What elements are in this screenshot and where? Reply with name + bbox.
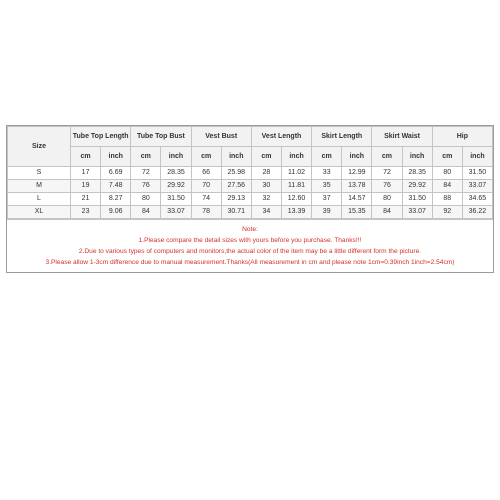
table-cell: 80 [372, 193, 402, 206]
table-cell: 33.07 [462, 180, 492, 193]
unit-header-cm: cm [372, 147, 402, 167]
unit-header-row [8, 147, 493, 167]
table-cell: 11.81 [281, 180, 311, 193]
unit-header-inch: inch [101, 147, 131, 167]
table-cell: 11.02 [281, 167, 311, 180]
table-cell: 72 [131, 167, 161, 180]
table-cell: 70 [191, 180, 221, 193]
table-cell: 80 [432, 167, 462, 180]
table-cell: 28.35 [161, 167, 191, 180]
table-cell: 28.35 [402, 167, 432, 180]
table-cell: 31.50 [161, 193, 191, 206]
table-cell: 29.92 [402, 180, 432, 193]
unit-header-inch: inch [342, 147, 372, 167]
group-header-tube-top-bust: Tube Top Bust [131, 127, 191, 147]
table-cell: 76 [131, 180, 161, 193]
table-cell: 74 [191, 193, 221, 206]
table-cell: 29.13 [221, 193, 251, 206]
size-label: L [8, 193, 71, 206]
table-cell: 92 [432, 206, 462, 219]
table-cell: 39 [312, 206, 342, 219]
unit-header-cm: cm [312, 147, 342, 167]
note-line: 2.Due to various types of computers and monitors,the actual color of the item may be a little different form the picture. [78, 248, 422, 255]
table-cell: 72 [372, 167, 402, 180]
group-header-skirt-waist: Skirt Waist [372, 127, 432, 147]
table-cell: 32 [251, 193, 281, 206]
size-chart [6, 125, 494, 273]
table-cell: 36.22 [462, 206, 492, 219]
note-line: 1.Please compare the detail sizes with yours before you purchase. Thanks!!! [138, 237, 362, 244]
note-line: 3.Please allow 1-3cm difference due to manual measurement.Thanks(All measurement in cm and please note 1cm=0.39inch 1inch=2.54cm) [45, 259, 455, 266]
size-column-header: Size [8, 127, 71, 167]
size-label: XL [8, 206, 71, 219]
table-cell: 76 [372, 180, 402, 193]
unit-header-inch: inch [281, 147, 311, 167]
table-cell: 19 [71, 180, 101, 193]
table-cell: 12.60 [281, 193, 311, 206]
size-label: M [8, 180, 71, 193]
table-cell: 88 [432, 193, 462, 206]
table-row [8, 193, 493, 206]
unit-header-cm: cm [131, 147, 161, 167]
notes-section [7, 219, 493, 272]
table-cell: 25.98 [221, 167, 251, 180]
group-header-vest-length: Vest Length [251, 127, 311, 147]
unit-header-inch: inch [462, 147, 492, 167]
table-cell: 21 [71, 193, 101, 206]
table-row [8, 206, 493, 219]
group-header-hip: Hip [432, 127, 492, 147]
group-header-tube-top-length: Tube Top Length [71, 127, 131, 147]
table-cell: 84 [432, 180, 462, 193]
table-cell: 33.07 [161, 206, 191, 219]
size-label: S [8, 167, 71, 180]
unit-header-cm: cm [191, 147, 221, 167]
table-cell: 80 [131, 193, 161, 206]
table-cell: 13.39 [281, 206, 311, 219]
unit-header-cm: cm [251, 147, 281, 167]
table-cell: 35 [312, 180, 342, 193]
group-header-vest-bust: Vest Bust [191, 127, 251, 147]
table-row [8, 167, 493, 180]
table-cell: 33.07 [402, 206, 432, 219]
table-cell: 8.27 [101, 193, 131, 206]
table-cell: 66 [191, 167, 221, 180]
table-cell: 84 [372, 206, 402, 219]
measurement-header-row [8, 127, 493, 147]
table-cell: 37 [312, 193, 342, 206]
table-cell: 31.50 [402, 193, 432, 206]
group-header-skirt-length: Skirt Length [312, 127, 372, 147]
unit-header-cm: cm [71, 147, 101, 167]
table-cell: 34 [251, 206, 281, 219]
table-cell: 34.65 [462, 193, 492, 206]
unit-header-cm: cm [432, 147, 462, 167]
table-cell: 23 [71, 206, 101, 219]
table-cell: 27.56 [221, 180, 251, 193]
table-cell: 13.78 [342, 180, 372, 193]
unit-header-inch: inch [402, 147, 432, 167]
table-cell: 6.69 [101, 167, 131, 180]
table-cell: 28 [251, 167, 281, 180]
unit-header-inch: inch [161, 147, 191, 167]
table-cell: 84 [131, 206, 161, 219]
table-cell: 30.71 [221, 206, 251, 219]
table-row [8, 180, 493, 193]
size-table [7, 126, 493, 219]
note-heading: Note: [242, 226, 258, 233]
table-cell: 33 [312, 167, 342, 180]
table-cell: 7.48 [101, 180, 131, 193]
table-cell: 12.99 [342, 167, 372, 180]
table-cell: 29.92 [161, 180, 191, 193]
table-cell: 9.06 [101, 206, 131, 219]
table-cell: 78 [191, 206, 221, 219]
table-cell: 15.35 [342, 206, 372, 219]
table-cell: 30 [251, 180, 281, 193]
unit-header-inch: inch [221, 147, 251, 167]
table-cell: 14.57 [342, 193, 372, 206]
table-cell: 31.50 [462, 167, 492, 180]
table-cell: 17 [71, 167, 101, 180]
